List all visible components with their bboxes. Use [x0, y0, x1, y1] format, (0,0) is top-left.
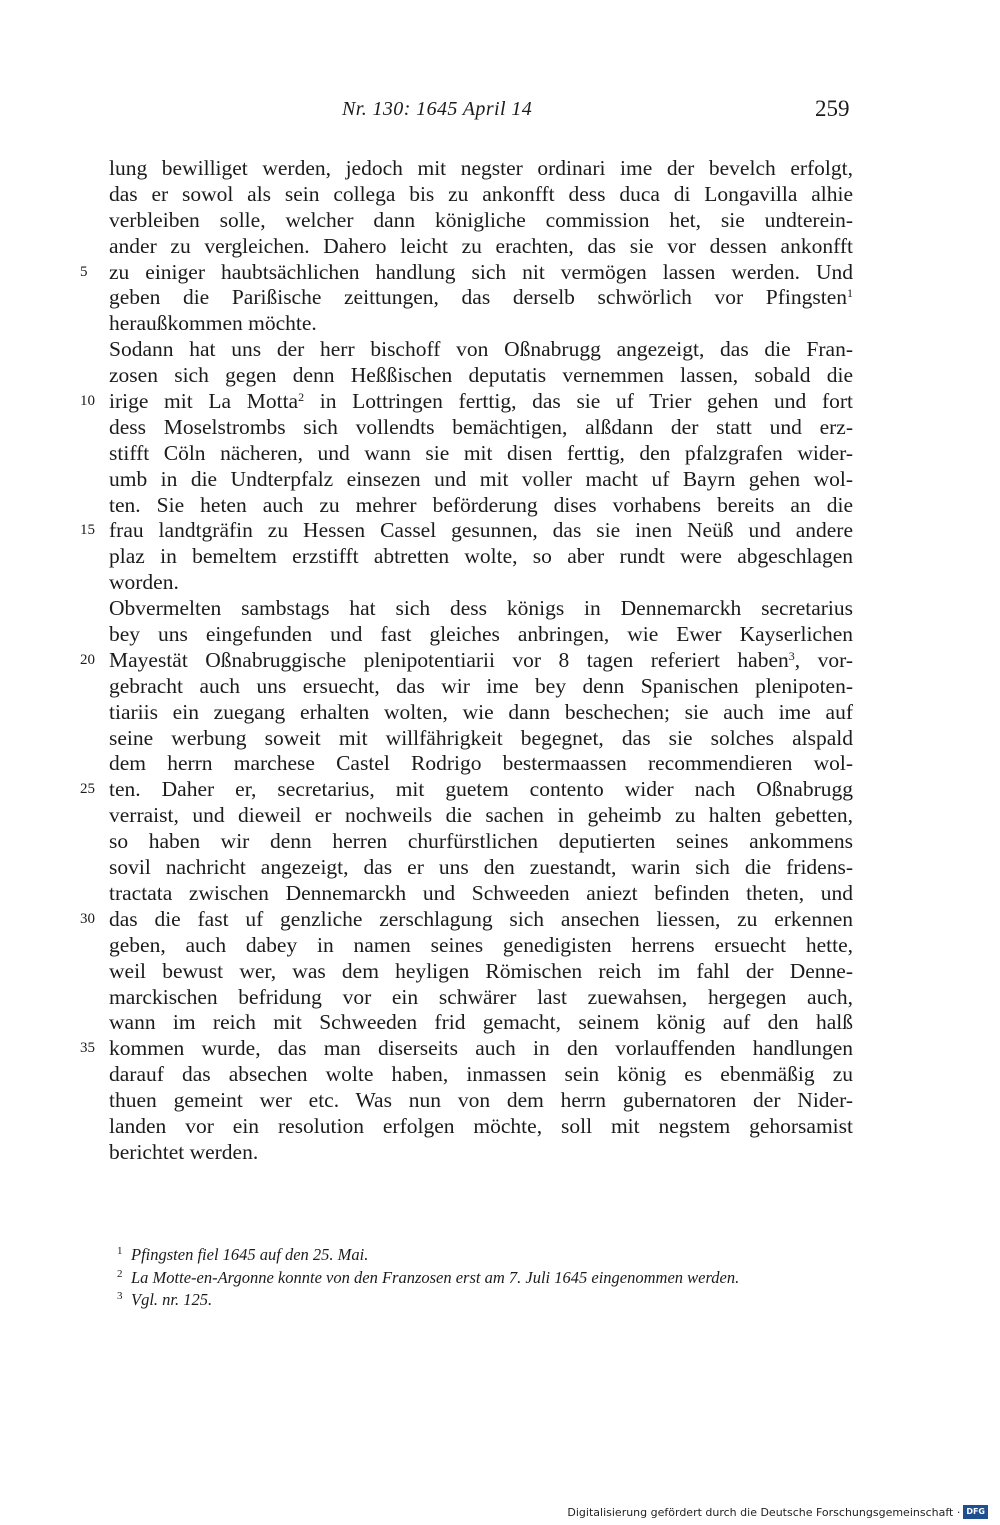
line-text-main: lung bewilliget werden, jedoch mit negster ordinari ime der bevelch erfolgt,: [109, 156, 853, 180]
text-line: [0, 415, 1000, 441]
line-text: [109, 596, 853, 622]
line-text-main: zu einiger haubtsächlichen handlung sich nit vermögen lassen werden. Und: [109, 259, 853, 284]
text-line: [0, 907, 1000, 933]
text-line: [0, 156, 1000, 182]
text-line: [0, 1010, 1000, 1036]
line-number: 15: [80, 522, 95, 539]
line-text: [109, 1036, 853, 1062]
line-text-tail: , vor-: [794, 647, 854, 672]
main-text: [0, 156, 1000, 1166]
line-text-main: stifft Cöln nächeren, und wann sie mit disen ferttig, den pfalzgrafen wider-: [109, 440, 853, 465]
footnote-mark: 2: [117, 1267, 123, 1280]
text-line: [0, 260, 1000, 286]
text-line: [0, 363, 1000, 389]
line-text: [109, 260, 853, 286]
line-text: [109, 415, 853, 441]
line-text-main: wann im reich mit Schweeden frid gemacht, seinem könig auf den halß: [109, 1010, 853, 1035]
line-text-main: geben die Parißische zeittungen, das derselb schwörlich vor Pfingsten: [109, 285, 847, 310]
text-line: [0, 933, 1000, 959]
line-text: [109, 493, 853, 519]
footnote-reference: 2: [298, 390, 305, 405]
line-text: [109, 881, 853, 907]
line-text: [109, 803, 853, 829]
text-line: [0, 985, 1000, 1011]
line-text: [109, 467, 853, 493]
text-line: [0, 182, 1000, 208]
line-number: 10: [80, 393, 95, 410]
line-text-main: plaz in bemeltem erzstifft abtretten wolte, so aber rundt were abgeschlagen: [109, 544, 853, 569]
text-line: [0, 726, 1000, 752]
line-text-tail: in Lottringen ferttig, das sie uf Trier gehen und fort: [304, 389, 853, 414]
text-line: [0, 208, 1000, 234]
line-text: [109, 700, 853, 726]
line-text-main: dess Moselstrombs sich vollendts bemächtigen, alßdann der statt und erz-: [109, 414, 853, 439]
line-text-main: seine werbung soweit mit willfährigkeit begegnet, das sie solches alspald: [109, 725, 853, 750]
line-text-main: Obvermelten sambstags hat sich dess königs in Dennemarckh secretarius: [109, 596, 853, 621]
line-text: [109, 829, 853, 855]
text-line: [0, 622, 1000, 648]
text-line: [0, 751, 1000, 777]
line-text-main: geben, auch dabey in namen seines genedigisten herrens ersuecht hette,: [109, 932, 853, 957]
line-text-main: frau landtgräfin zu Hessen Cassel gesunnen, das sie inen Neüß und andere: [109, 518, 853, 543]
text-line: [0, 1114, 1000, 1140]
line-text-main: darauf das absechen wolte haben, inmassen sein könig es ebenmäßig zu: [109, 1062, 853, 1087]
line-text: [109, 363, 853, 389]
page-header: [0, 98, 1000, 128]
line-text: [109, 622, 853, 648]
line-text-main: das die fast uf genzliche zerschlagung sich ansechen liessen, zu erkennen: [109, 906, 853, 931]
text-line: [0, 467, 1000, 493]
line-text: [109, 959, 853, 985]
line-text-main: thuen gemeint wer etc. Was nun von dem herrn gubernatoren der Nider-: [109, 1088, 853, 1113]
line-text: [109, 544, 853, 570]
line-text: [109, 674, 853, 700]
line-text: [109, 648, 853, 674]
text-line: [0, 596, 1000, 622]
footnote-text: Vgl. nr. 125.: [131, 1290, 213, 1309]
line-text-main: tractata zwischen Dennemarckh und Schweeden aniezt befinden theten, und: [109, 880, 853, 905]
text-line: [0, 234, 1000, 260]
text-line: [0, 674, 1000, 700]
line-text: [109, 1140, 853, 1166]
line-text-main: Sodann hat uns der herr bischoff von Oßnabrugg angezeigt, das die Fran-: [109, 337, 853, 362]
text-line: [0, 648, 1000, 674]
line-text-main: verraist, und dieweil er nochweils die sachen in geheimb zu halten gebetten,: [109, 803, 853, 828]
line-text: [109, 389, 853, 415]
text-line: [0, 959, 1000, 985]
footnote-text: Pfingsten fiel 1645 auf den 25. Mai.: [131, 1245, 369, 1264]
line-text-main: verbleiben solle, welcher dann königliche commission het, sie undterein-: [109, 207, 853, 232]
text-line: [0, 881, 1000, 907]
text-line: [0, 855, 1000, 881]
footnote: [0, 1244, 1000, 1267]
page-number: 259: [815, 96, 850, 121]
line-text-main: berichtet werden.: [109, 1139, 259, 1164]
running-head: Nr. 130: 1645 April 14: [342, 98, 533, 120]
line-text: [109, 1062, 853, 1088]
line-text-main: dem herrn marchese Castel Rodrigo bestermaassen recommendieren wol-: [109, 751, 853, 776]
credit-text: Digitalisierung gefördert durch die Deutsche Forschungsgemeinschaft ·: [567, 1505, 961, 1519]
line-text-main: ten. Sie heten auch zu mehrer beförderung dises vorhabens bereits an die: [109, 492, 853, 517]
line-text: [109, 234, 853, 260]
line-text: [109, 1114, 853, 1140]
line-number: 20: [80, 651, 95, 668]
footnotes: [0, 1244, 1000, 1312]
line-text: [109, 518, 853, 544]
footnote: [0, 1267, 1000, 1290]
line-text: [109, 777, 853, 803]
line-text-main: tiariis ein zuegang erhalten wolten, wie dann beschechen; sie auch ime auf: [109, 699, 853, 724]
text-line: [0, 777, 1000, 803]
line-text-main: Mayestät Oßnabruggische plenipotentiarii vor 8 tagen referiert haben: [109, 647, 789, 672]
text-line: [0, 570, 1000, 596]
footnote-reference: 1: [847, 286, 853, 301]
text-line: [0, 1088, 1000, 1114]
line-text: [109, 855, 853, 881]
line-text: [109, 1010, 853, 1036]
line-number: 30: [80, 910, 95, 927]
footnote-reference: 3: [788, 648, 795, 663]
line-text-main: das er sowol als sein collega bis zu ankonfft dess duca di Longavilla alhie: [109, 181, 853, 206]
text-line: [0, 285, 1000, 311]
line-text-main: sovil nachricht angezeigt, das er uns den zuestandt, warin sich die fridens-: [109, 855, 853, 880]
footnote-mark: 3: [117, 1290, 123, 1302]
text-line: [0, 337, 1000, 363]
line-text: [109, 1088, 853, 1114]
footnote: [0, 1289, 1000, 1312]
line-text: [109, 570, 853, 596]
text-line: [0, 389, 1000, 415]
line-text: [109, 311, 853, 337]
text-line: [0, 1036, 1000, 1062]
line-number: 35: [80, 1040, 95, 1057]
line-text-main: landen vor ein resolution erfolgen möchte, soll mit negstem gehorsamist: [109, 1113, 853, 1138]
text-line: [0, 493, 1000, 519]
line-text-main: heraußkommen möchte.: [109, 311, 317, 336]
line-text-main: so haben wir denn herren churfürstlichen deputierten seines ankommens: [109, 829, 853, 854]
line-text-main: marckischen befridung vor ein schwärer last zuewahsen, hergegen auch,: [109, 984, 853, 1009]
line-number: 25: [80, 781, 95, 798]
line-text-main: weil bewust wer, was dem heyligen Römischen reich im fahl der Denne-: [109, 958, 853, 983]
digitization-credit: [567, 1505, 988, 1519]
line-text-main: bey uns eingefunden und fast gleiches anbringen, wie Ewer Kayserlichen: [109, 622, 853, 647]
line-text-main: ten. Daher er, secretarius, mit guetem contento wider nach Oßnabrugg: [109, 777, 853, 802]
line-text: [109, 985, 853, 1011]
dfg-logo-icon: DFG: [963, 1505, 988, 1519]
line-text-main: irige mit La Motta: [109, 389, 299, 414]
line-text: [109, 907, 853, 933]
line-text: [109, 751, 853, 777]
line-text-main: umb in die Undterpfalz einsezen und mit voller macht uf Bayrn gehen wol-: [109, 466, 853, 491]
line-text: [109, 337, 853, 363]
text-line: [0, 311, 1000, 337]
footnote-mark: 1: [117, 1245, 123, 1257]
line-number: 5: [80, 263, 88, 280]
footnote-text: La Motte-en-Argonne konnte von den Franzosen erst am 7. Juli 1645 eingenommen werden.: [131, 1267, 740, 1287]
line-text: [109, 156, 853, 182]
line-text-main: kommen wurde, das man diserseits auch in den vorlauffenden handlungen: [109, 1036, 853, 1061]
text-line: [0, 1140, 1000, 1166]
line-text-main: worden.: [109, 570, 179, 595]
line-text-main: gebracht auch uns ersuecht, das wir ime bey denn Spanischen plenipoten-: [109, 673, 853, 698]
text-line: [0, 1062, 1000, 1088]
text-line: [0, 518, 1000, 544]
line-text-main: ander zu vergleichen. Dahero leicht zu erachten, das sie vor dessen ankonfft: [109, 233, 853, 258]
line-text: [109, 933, 853, 959]
line-text: [109, 182, 853, 208]
text-line: [0, 544, 1000, 570]
line-text-main: zosen sich gegen denn Heßßischen deputatis vernemmen lassen, sobald die: [109, 363, 853, 388]
text-line: [0, 829, 1000, 855]
text-line: [0, 803, 1000, 829]
line-text: [109, 726, 853, 752]
line-text: [109, 441, 853, 467]
line-text: [109, 285, 853, 311]
text-line: [0, 441, 1000, 467]
line-text: [109, 208, 853, 234]
text-line: [0, 700, 1000, 726]
